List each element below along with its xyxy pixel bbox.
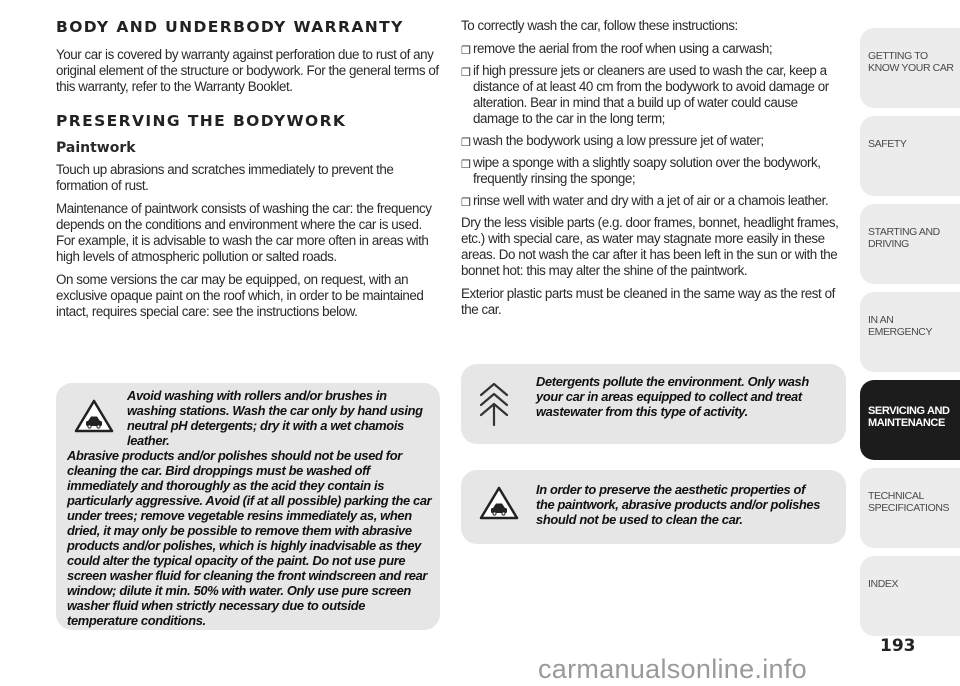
- checkbox-bullet-icon: ❒: [461, 137, 471, 149]
- section-heading-preserving: PRESERVING THE BODYWORK: [56, 112, 347, 130]
- warning-note-box: [56, 383, 440, 630]
- checkbox-bullet-icon: ❒: [461, 197, 471, 209]
- checkbox-bullet-icon: ❒: [461, 159, 471, 171]
- paragraph: On some versions the car may be equipped, on request, with an exclusive opaque paint on the roof which, in order to be maintained intact, requires special care: see the instructions below.: [56, 272, 424, 319]
- watermark: carmanualsonline.info: [538, 654, 807, 684]
- chapter-tabs: [860, 28, 960, 644]
- tab-label: SERVICING AND MAINTENANCE: [868, 405, 950, 429]
- tab-label: GETTING TO KNOW YOUR CAR: [868, 50, 954, 74]
- list-item: ❒ remove the aerial from the roof when using a carwash;: [461, 41, 773, 57]
- tab-starting-and-driving[interactable]: [860, 204, 960, 284]
- tab-safety[interactable]: [860, 116, 960, 196]
- warning-note-rest: Abrasive products and/or polishes should not be used for cleaning the car. Bird droppings must be washed off immediately and thoroughly as the acid they contain is particularly aggressive. Avoid (if at all possible) parking the car under trees; remove vegetable resins immediately as, when dried, it may only be possible to remove them with abrasive products and/or polishes, which is highly inadvisable as they could alter the typical opacity of the paint. Do not use pure screen washer fluid for cleaning the front windscreen and rear window; dilute it min. 50% with water. Only use pure screen washer fluid when strictly necessary due to outside temperature conditions.: [67, 448, 432, 628]
- paragraph: Maintenance of paintwork consists of washing the car: the frequency depends on the conditions and environment where the car is used. For example, it is advisable to wash the car more often in areas with high levels of atmospheric pollution or salted roads.: [56, 201, 432, 264]
- tab-label: IN AN EMERGENCY: [868, 314, 933, 338]
- environment-note-box: [461, 364, 846, 444]
- list-item: ❒ wipe a sponge with a slightly soapy solution over the bodywork, frequently rinsing the sponge;: [461, 155, 821, 186]
- page-number: 193: [880, 636, 916, 656]
- environment-note-text: Detergents pollute the environment. Only wash your car in areas equipped to collect and treat wastewater from this type of activity.: [536, 374, 809, 419]
- paragraph: Touch up abrasions and scratches immediately to prevent the formation of rust.: [56, 162, 394, 193]
- tab-label: INDEX: [868, 578, 899, 590]
- tab-index[interactable]: [860, 556, 960, 636]
- environment-tree-icon: [477, 381, 511, 427]
- tab-label: SAFETY: [868, 138, 907, 150]
- paragraph: Dry the less visible parts (e.g. door frames, bonnet, headlight frames, etc.) with special care, as water may stagnate more easily in these areas. Do not wash the car after it has been left in the sun or with the bonnet hot: this may alter the shine of the paintwork.: [461, 215, 839, 278]
- tab-in-an-emergency[interactable]: [860, 292, 960, 372]
- subheading-paintwork: Paintwork: [56, 140, 136, 156]
- warranty-paragraph: Your car is covered by warranty against perforation due to rust of any original element of the structure or bodywork. For the general terms of this warranty, refer to the Warranty Booklet.: [56, 47, 439, 94]
- warning-note-lead: Avoid washing with rollers and/or brushes in washing stations. Wash the car only by hand using neutral pH detergents; dry it with a wet chamois leather.: [127, 388, 423, 448]
- aesthetic-note-text: In order to preserve the aesthetic properties of the paintwork, abrasive products and/or polishes should not be used to clean the car.: [536, 482, 821, 527]
- car-warning-triangle-icon: [479, 486, 519, 520]
- warning-note-text: [67, 388, 432, 628]
- tab-label: TECHNICAL SPECIFICATIONS: [868, 490, 950, 514]
- instruction-list: [461, 41, 846, 209]
- list-item: ❒ if high pressure jets or cleaners are used to wash the car, keep a distance of at least 40 cm from the bodywork to avoid damage or alteration. Bear in mind that a build up of water could cause damage to the car in the long term;: [461, 63, 829, 126]
- tab-servicing-and-maintenance[interactable]: [860, 380, 960, 460]
- tab-technical-specifications[interactable]: [860, 468, 960, 548]
- instructions-intro: To correctly wash the car, follow these instructions:: [461, 18, 738, 33]
- checkbox-bullet-icon: ❒: [461, 45, 471, 57]
- right-column: [461, 18, 846, 325]
- checkbox-bullet-icon: ❒: [461, 67, 471, 79]
- tab-getting-to-know-your-car[interactable]: [860, 28, 960, 108]
- list-item: ❒ rinse well with water and dry with a jet of air or a chamois leather.: [461, 193, 829, 209]
- left-column: [56, 18, 441, 327]
- paragraph: Exterior plastic parts must be cleaned in the same way as the rest of the car.: [461, 286, 835, 317]
- section-heading-warranty: BODY AND UNDERBODY WARRANTY: [56, 18, 404, 36]
- aesthetic-note-box: [461, 470, 846, 544]
- tab-label: STARTING AND DRIVING: [868, 226, 940, 250]
- list-item: ❒ wash the bodywork using a low pressure jet of water;: [461, 133, 764, 149]
